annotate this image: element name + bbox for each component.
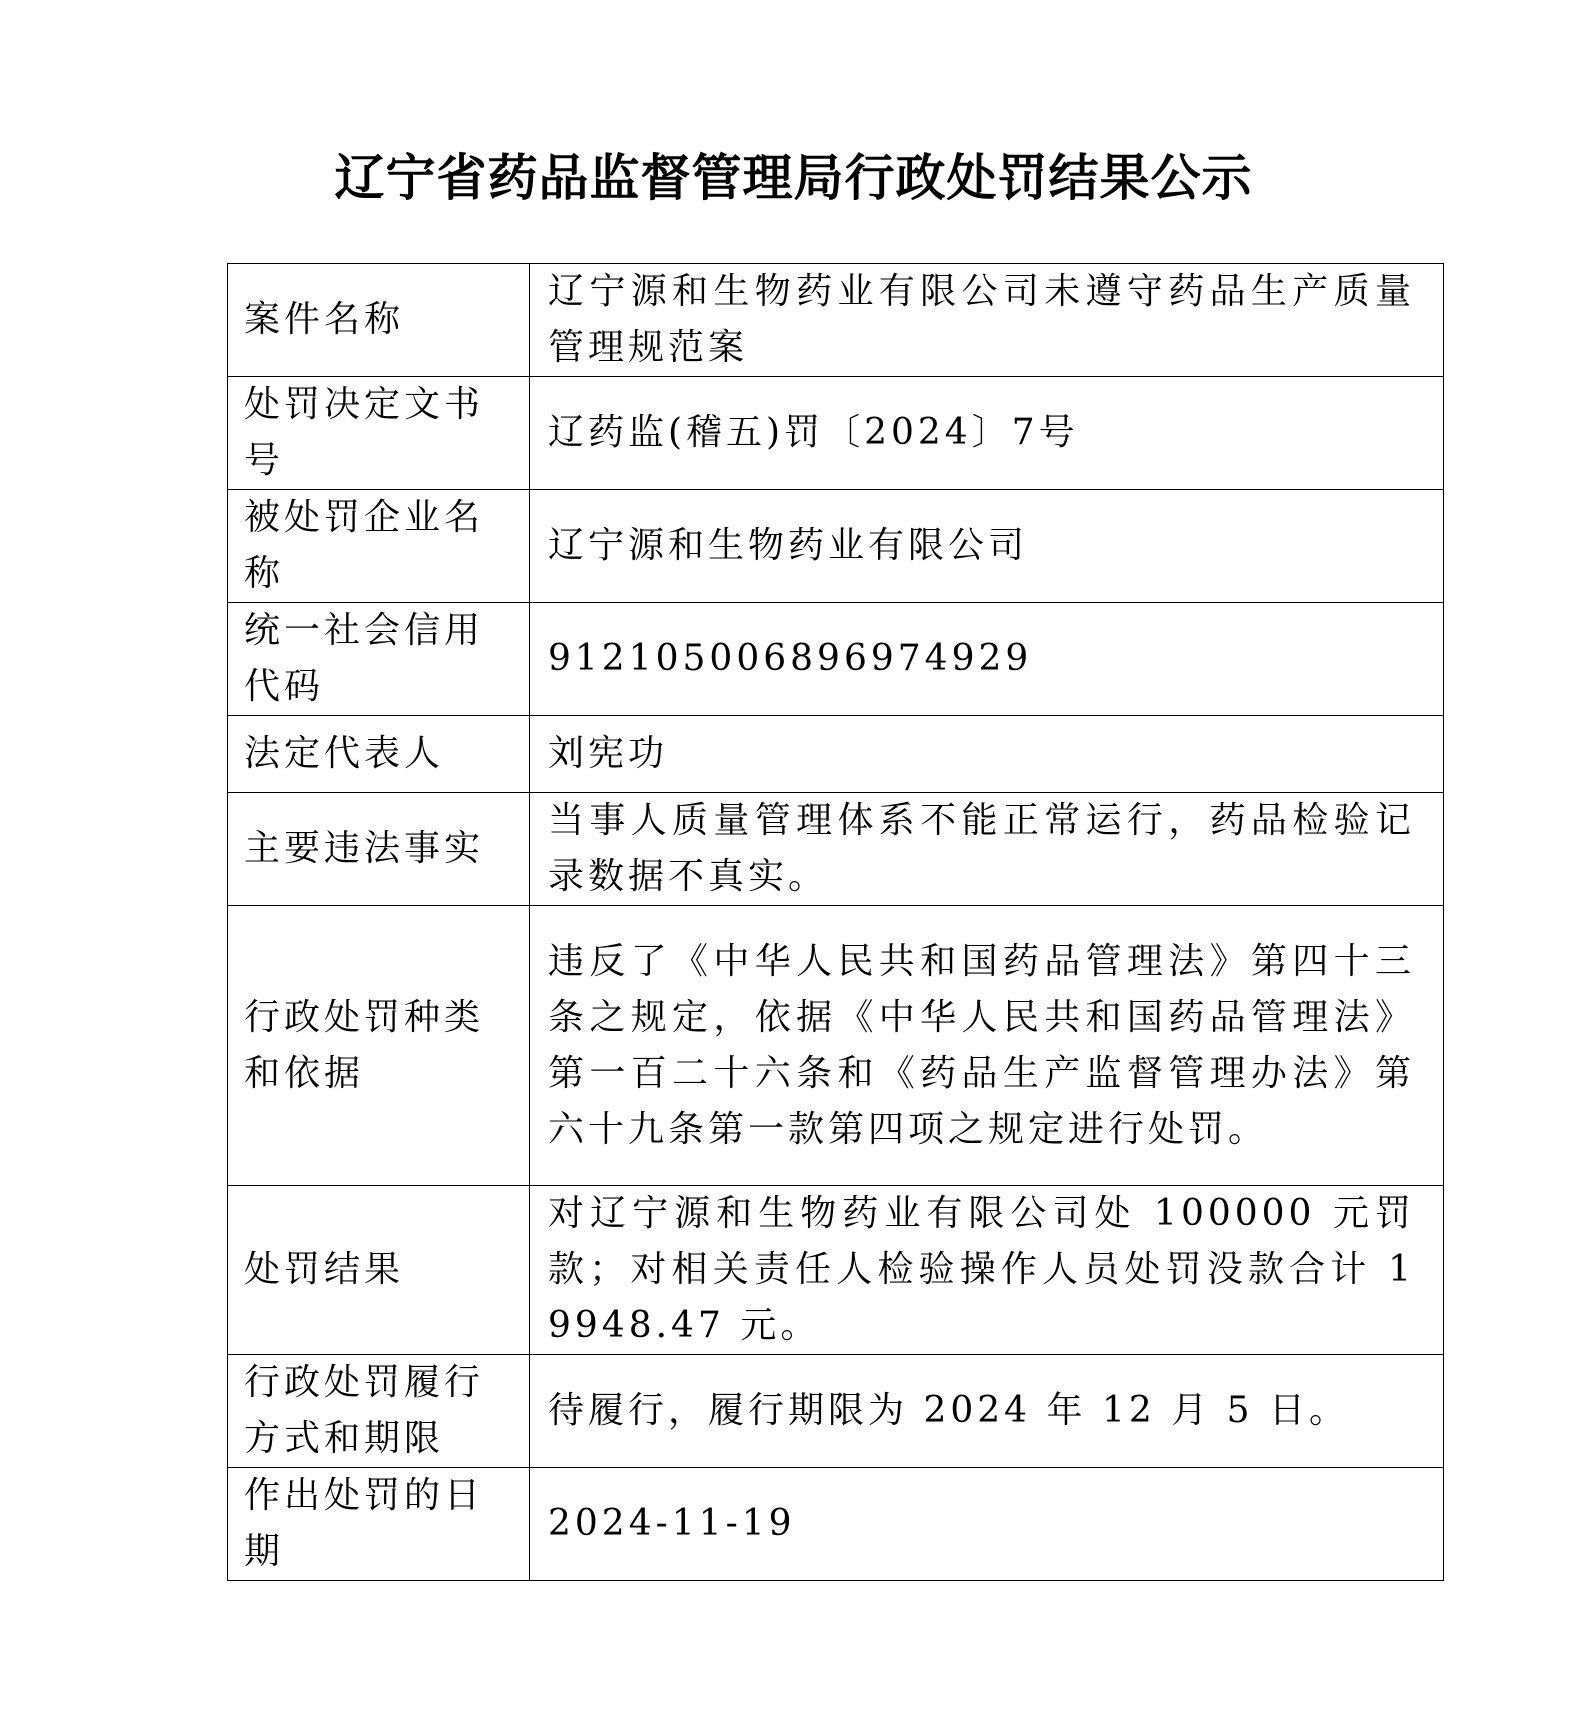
case-name-value: 辽宁源和生物药业有限公司未遵守药品生产质量管理规范案 xyxy=(530,264,1444,377)
table-row-penalty-basis xyxy=(228,906,1444,1186)
penalty-info-table xyxy=(227,263,1444,1581)
case-name-label: 案件名称 xyxy=(228,264,530,377)
company-name-label: 被处罚企业名称 xyxy=(228,490,530,603)
legal-representative-value: 刘宪功 xyxy=(530,716,1444,793)
violation-facts-value: 当事人质量管理体系不能正常运行，药品检验记录数据不真实。 xyxy=(530,793,1444,906)
decision-number-value: 辽药监(稽五)罚〔2024〕7号 xyxy=(530,377,1444,490)
table-row-decision-number xyxy=(228,377,1444,490)
table-row-penalty-result xyxy=(228,1186,1444,1355)
fulfillment-value: 待履行，履行期限为 2024 年 12 月 5 日。 xyxy=(530,1355,1444,1468)
credit-code-value: 912105006896974929 xyxy=(530,603,1444,716)
table-row-violation-facts xyxy=(228,793,1444,906)
decision-number-label: 处罚决定文书号 xyxy=(228,377,530,490)
page-title: 辽宁省药品监督管理局行政处罚结果公示 xyxy=(334,148,1253,207)
table-row-fulfillment xyxy=(228,1355,1444,1468)
decision-date-label: 作出处罚的日期 xyxy=(228,1468,530,1581)
table-row-case-name xyxy=(228,264,1444,377)
legal-representative-label: 法定代表人 xyxy=(228,716,530,793)
penalty-result-label: 处罚结果 xyxy=(228,1186,530,1355)
violation-facts-label: 主要违法事实 xyxy=(228,793,530,906)
penalty-result-value: 对辽宁源和生物药业有限公司处 100000 元罚款；对相关责任人检验操作人员处罚没款合计 19948.47 元。 xyxy=(530,1186,1444,1355)
credit-code-label: 统一社会信用代码 xyxy=(228,603,530,716)
penalty-basis-label: 行政处罚种类和依据 xyxy=(228,906,530,1186)
table-row-decision-date xyxy=(228,1468,1444,1581)
decision-date-value: 2024-11-19 xyxy=(530,1468,1444,1581)
penalty-basis-value: 违反了《中华人民共和国药品管理法》第四十三条之规定，依据《中华人民共和国药品管理法》第一百二十六条和《药品生产监督管理办法》第六十九条第一款第四项之规定进行处罚。 xyxy=(530,906,1444,1186)
fulfillment-label: 行政处罚履行方式和期限 xyxy=(228,1355,530,1468)
table-row-legal-representative xyxy=(228,716,1444,793)
table-row-credit-code xyxy=(228,603,1444,716)
company-name-value: 辽宁源和生物药业有限公司 xyxy=(530,490,1444,603)
table-row-company-name xyxy=(228,490,1444,603)
